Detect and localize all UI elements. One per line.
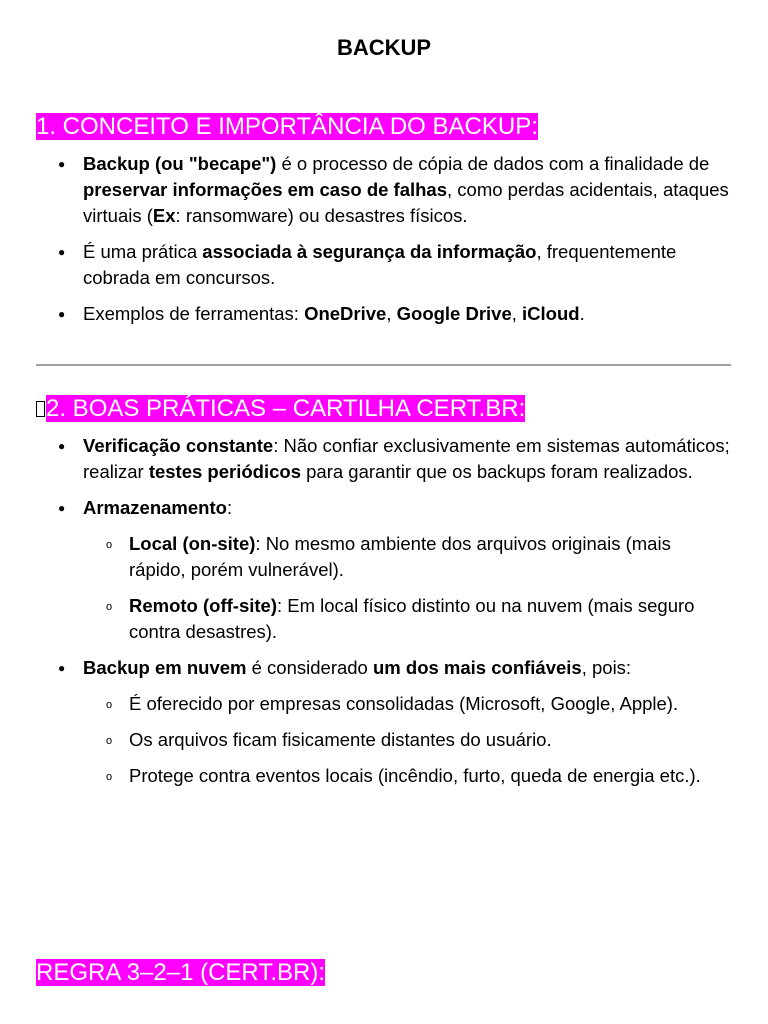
bullet-icon: ● [58, 501, 66, 515]
bold-text: OneDrive [304, 303, 387, 324]
item-text: é considerado [246, 657, 373, 678]
bold-text: Verificação constante [83, 435, 274, 456]
missing-glyph-icon [36, 401, 45, 417]
item-text: , pois: [581, 657, 632, 678]
bold-text: testes periódicos [148, 461, 301, 482]
section-1-heading-text: 1. CONCEITO E IMPORTÂNCIA DO BACKUP: [36, 113, 538, 140]
bullet-icon: ● [58, 439, 66, 453]
list-item [0, 655, 768, 681]
bullet-icon: ● [58, 245, 66, 259]
bold-text: Remoto (off-site) [129, 595, 277, 616]
item-text: é o processo de cópia de dados com a finalidade de [276, 153, 710, 174]
bold-text: Google Drive [396, 303, 512, 324]
item-text: , [386, 303, 397, 324]
circle-bullet-icon: o [106, 735, 113, 747]
item-text: para garantir que os backups foram realizados. [300, 461, 693, 482]
item-text: . [579, 303, 585, 324]
bold-text: Ex [152, 205, 176, 226]
section-2-list [0, 433, 768, 799]
item-text: , [511, 303, 523, 324]
bullet-icon: ● [58, 307, 66, 321]
item-text: , frequentemente cobrada em concursos. [83, 241, 677, 288]
item-text: : No mesmo ambiente dos arquivos originais (mais rápido, porém vulnerável). [129, 533, 671, 580]
horizontal-divider [36, 364, 731, 366]
bold-text: Local (on-site) [129, 533, 256, 554]
bold-text: associada à segurança da informação [202, 241, 537, 262]
bold-text: Backup (ou "becape") [83, 153, 277, 174]
section-3-heading-text: REGRA 3–2–1 (CERT.BR): [36, 959, 325, 986]
sub-list-item [0, 593, 768, 645]
item-text: : Em local físico distinto ou na nuvem (mais seguro contra desastres). [129, 595, 695, 642]
section-2-heading [36, 394, 525, 424]
item-text: É oferecido por empresas consolidadas (Microsoft, Google, Apple). [129, 693, 679, 714]
list-item [0, 151, 768, 229]
item-text: , como perdas acidentais, ataques virtuais ( [83, 179, 729, 226]
bullet-icon: ● [58, 157, 66, 171]
list-item [0, 239, 768, 291]
sub-list-item [0, 727, 768, 753]
list-item [0, 495, 768, 521]
item-text: É uma prática [83, 241, 203, 262]
sub-list-item [0, 531, 768, 583]
circle-bullet-icon: o [106, 539, 113, 551]
document-title: BACKUP [336, 35, 432, 60]
item-text: : [226, 497, 233, 518]
circle-bullet-icon: o [106, 699, 113, 711]
sub-list-item [0, 691, 768, 717]
section-1-heading [36, 112, 538, 142]
item-text: Os arquivos ficam fisicamente distantes do usuário. [129, 729, 552, 750]
item-text: Exemplos de ferramentas: [83, 303, 305, 324]
item-text: : Não confiar exclusivamente em sistemas automáticos; realizar [83, 435, 730, 482]
section-3-heading [36, 958, 325, 988]
item-text: Protege contra eventos locais (incêndio, furto, queda de energia etc.). [129, 765, 701, 786]
bullet-icon: ● [58, 661, 66, 675]
circle-bullet-icon: o [106, 771, 113, 783]
list-item [0, 433, 768, 485]
bold-text: um dos mais confiáveis [373, 657, 582, 678]
sub-list-item [0, 763, 768, 789]
item-text: : ransomware) ou desastres físicos. [175, 205, 468, 226]
circle-bullet-icon: o [106, 601, 113, 613]
bold-text: iCloud [522, 303, 580, 324]
bold-text: Armazenamento [83, 497, 227, 518]
list-item [0, 301, 768, 327]
section-1-list [0, 151, 768, 337]
section-2-heading-text: 2. BOAS PRÁTICAS – CARTILHA CERT.BR: [46, 395, 526, 422]
bold-text: Backup em nuvem [83, 657, 247, 678]
bold-text: preservar informações em caso de falhas [83, 179, 448, 200]
